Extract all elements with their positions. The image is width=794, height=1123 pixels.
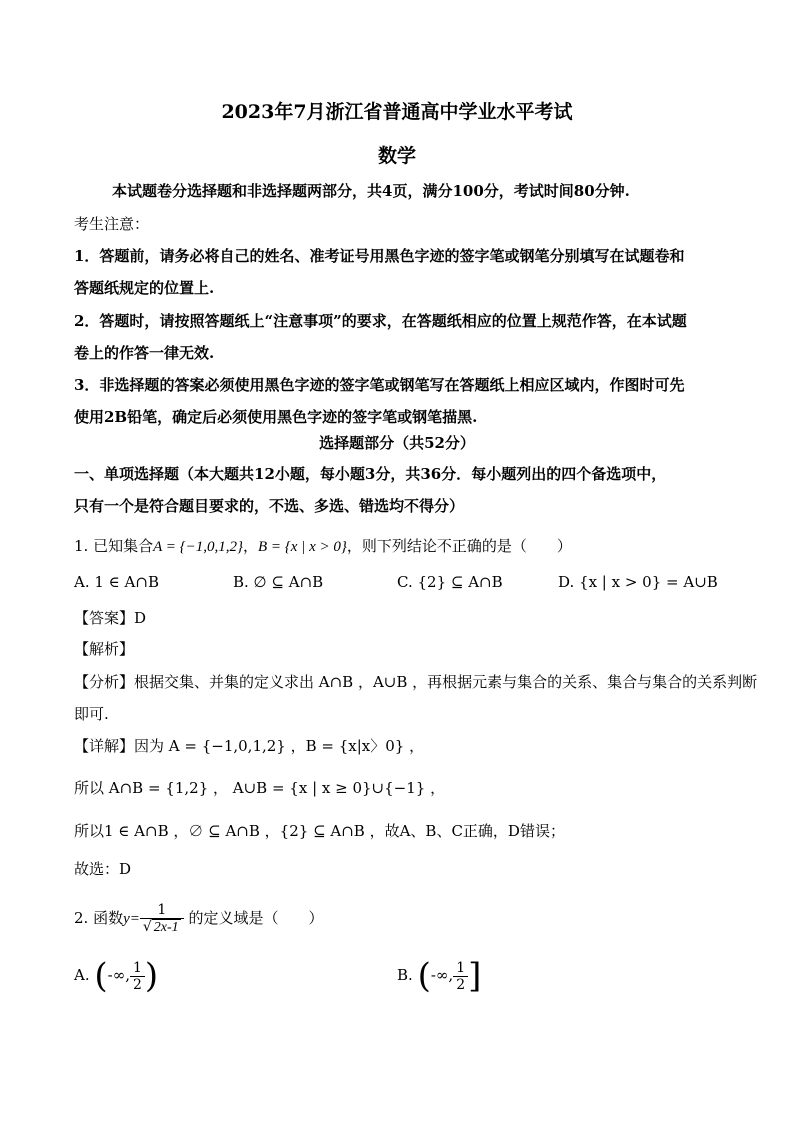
part-description-line-1: 一、单项选择题（本大题共12小题，每小题3分，共36分．每小题列出的四个备选项中， — [74, 465, 667, 483]
function-numerator: 1 — [157, 902, 167, 918]
sqrt-radicand: 2x-1 — [153, 920, 179, 935]
detail-line-1: 【详解】因为 A = {−1,0,1,2} ，B = {x|x〉0} ， — [74, 737, 425, 755]
exam-title: 2023年7月浙江省普通高中学业水平考试 — [221, 101, 573, 123]
close-paren: ) — [144, 956, 159, 996]
intro-text: 本试题卷分选择题和非选择题两部分，共4页，满分100分，考试时间80分钟. — [112, 182, 630, 200]
function-lhs: y= — [123, 911, 140, 927]
section-title: 选择题部分（共52分） — [319, 434, 475, 452]
option-a-lower: -∞, — [107, 966, 130, 984]
question-1-suffix: ，则下列结论不正确的是（ ） — [346, 537, 572, 555]
set-a-definition: A = {−1,0,1,2} — [153, 539, 243, 555]
notice-item-1-line-2: 答题纸规定的位置上. — [74, 279, 215, 297]
notice-item-2-line-1: 2．答题时，请按照答题纸上“注意事项”的要求，在答题纸相应的位置上规范作答，在本试题 — [74, 312, 687, 330]
set-b-definition: B = {x | x > 0} — [258, 539, 347, 555]
detail-line-4: 故选：D — [74, 860, 132, 878]
option-a-fraction — [130, 960, 145, 993]
question-2-option-a — [74, 955, 158, 995]
detail-line-3: 所以1 ∈ A∩B ，∅ ⊆ A∩B ，{2} ⊆ A∩B ，故A、B、C正确，D错误； — [74, 822, 565, 840]
notice-item-2-line-2: 卷上的作答一律无效. — [74, 344, 215, 362]
question-2-option-b — [397, 955, 481, 995]
separator: ， — [242, 537, 258, 555]
question-2-suffix: 的定义域是（ ） — [183, 909, 324, 927]
option-a-numerator: 1 — [133, 959, 142, 976]
option-a-label: A. — [74, 966, 90, 984]
question-1-option-c: C. {2} ⊆ A∩B — [397, 573, 503, 591]
question-1-option-a: A. 1 ∈ A∩B — [74, 573, 159, 591]
detail-line-2: 所以 A∩B = {1,2} ， A∪B = {x | x ≥ 0}∪{−1} ， — [74, 779, 446, 797]
question-2-prefix: 2. 函数 — [74, 909, 124, 927]
open-paren: ( — [417, 956, 431, 996]
open-paren: ( — [94, 956, 108, 996]
question-1-option-b: B. ∅ ⊆ A∩B — [233, 573, 324, 591]
option-b-denominator: 2 — [453, 976, 468, 993]
close-bracket: ] — [468, 956, 482, 996]
sqrt-sign: √ — [142, 919, 152, 935]
question-1-option-d: D. {x | x > 0} = A∪B — [558, 573, 718, 591]
notice-item-1-line-1: 1．答题前，请务必将自己的姓名、准考证号用黑色字迹的签字笔或钢笔分别填写在试题卷和 — [74, 247, 685, 265]
option-b-numerator: 1 — [456, 959, 466, 976]
answer-line: 【答案】D — [74, 609, 147, 627]
analysis-tag: 【解析】 — [74, 640, 135, 658]
analysis-line-1: 【分析】根据交集、并集的定义求出 A∩B ，A∪B ，再根据元素与集合的关系、集合与集合的关系判断 — [74, 673, 758, 691]
option-a-denominator: 2 — [130, 976, 145, 993]
function-denominator — [140, 918, 184, 936]
notice-heading: 考生注意： — [74, 215, 150, 233]
question-2-stem — [74, 898, 323, 939]
analysis-line-2: 即可. — [74, 705, 109, 723]
notice-item-3-line-1: 3．非选择题的答案必须使用黑色字迹的签字笔或钢笔写在答题纸上相应区域内，作图时可先 — [74, 376, 685, 394]
part-description-line-2: 只有一个是符合题目要求的，不选、多选、错选均不得分） — [74, 497, 465, 515]
subject-title: 数学 — [377, 145, 416, 167]
option-b-label: B. — [397, 966, 413, 984]
question-1-stem — [74, 536, 572, 557]
function-fraction — [140, 902, 184, 936]
notice-item-3-line-2: 使用2B铅笔，确定后必须使用黑色字迹的签字笔或钢笔描黑. — [74, 408, 478, 426]
question-1-prefix: 1. 已知集合 — [74, 537, 154, 555]
option-b-fraction — [453, 960, 468, 993]
option-b-lower: -∞, — [430, 966, 454, 984]
